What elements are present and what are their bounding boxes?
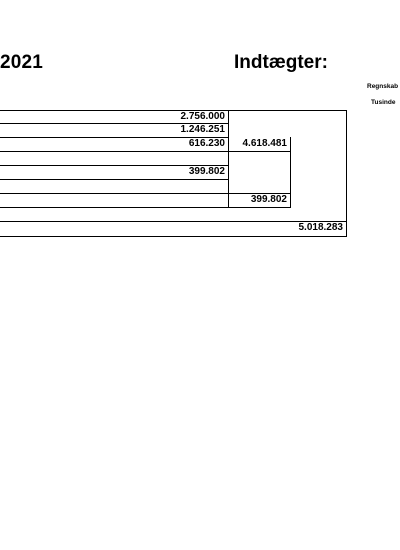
income-title: Indtægter: xyxy=(234,52,328,73)
row-rule xyxy=(0,207,290,208)
subtotal-cell: 4.618.481 xyxy=(242,138,287,149)
amount-cell: 2.756.000 xyxy=(180,111,225,122)
subtotal-cell: 399.802 xyxy=(250,194,287,205)
table-right-border xyxy=(346,110,347,237)
grand-total-cell: 5.018.283 xyxy=(298,222,343,233)
amount-cell: 1.246.251 xyxy=(180,124,225,135)
year-heading: 2021 xyxy=(0,52,44,73)
table-bottom-border xyxy=(0,236,347,237)
row-rule xyxy=(0,179,228,180)
row-rule xyxy=(0,151,290,152)
column-label-regnskab: Regnskab xyxy=(367,83,399,90)
column-divider xyxy=(290,137,291,208)
amount-cell: 616.230 xyxy=(188,138,225,149)
amount-cell: 399.802 xyxy=(188,166,225,177)
column-label-tusinde: Tusinde xyxy=(371,99,396,106)
